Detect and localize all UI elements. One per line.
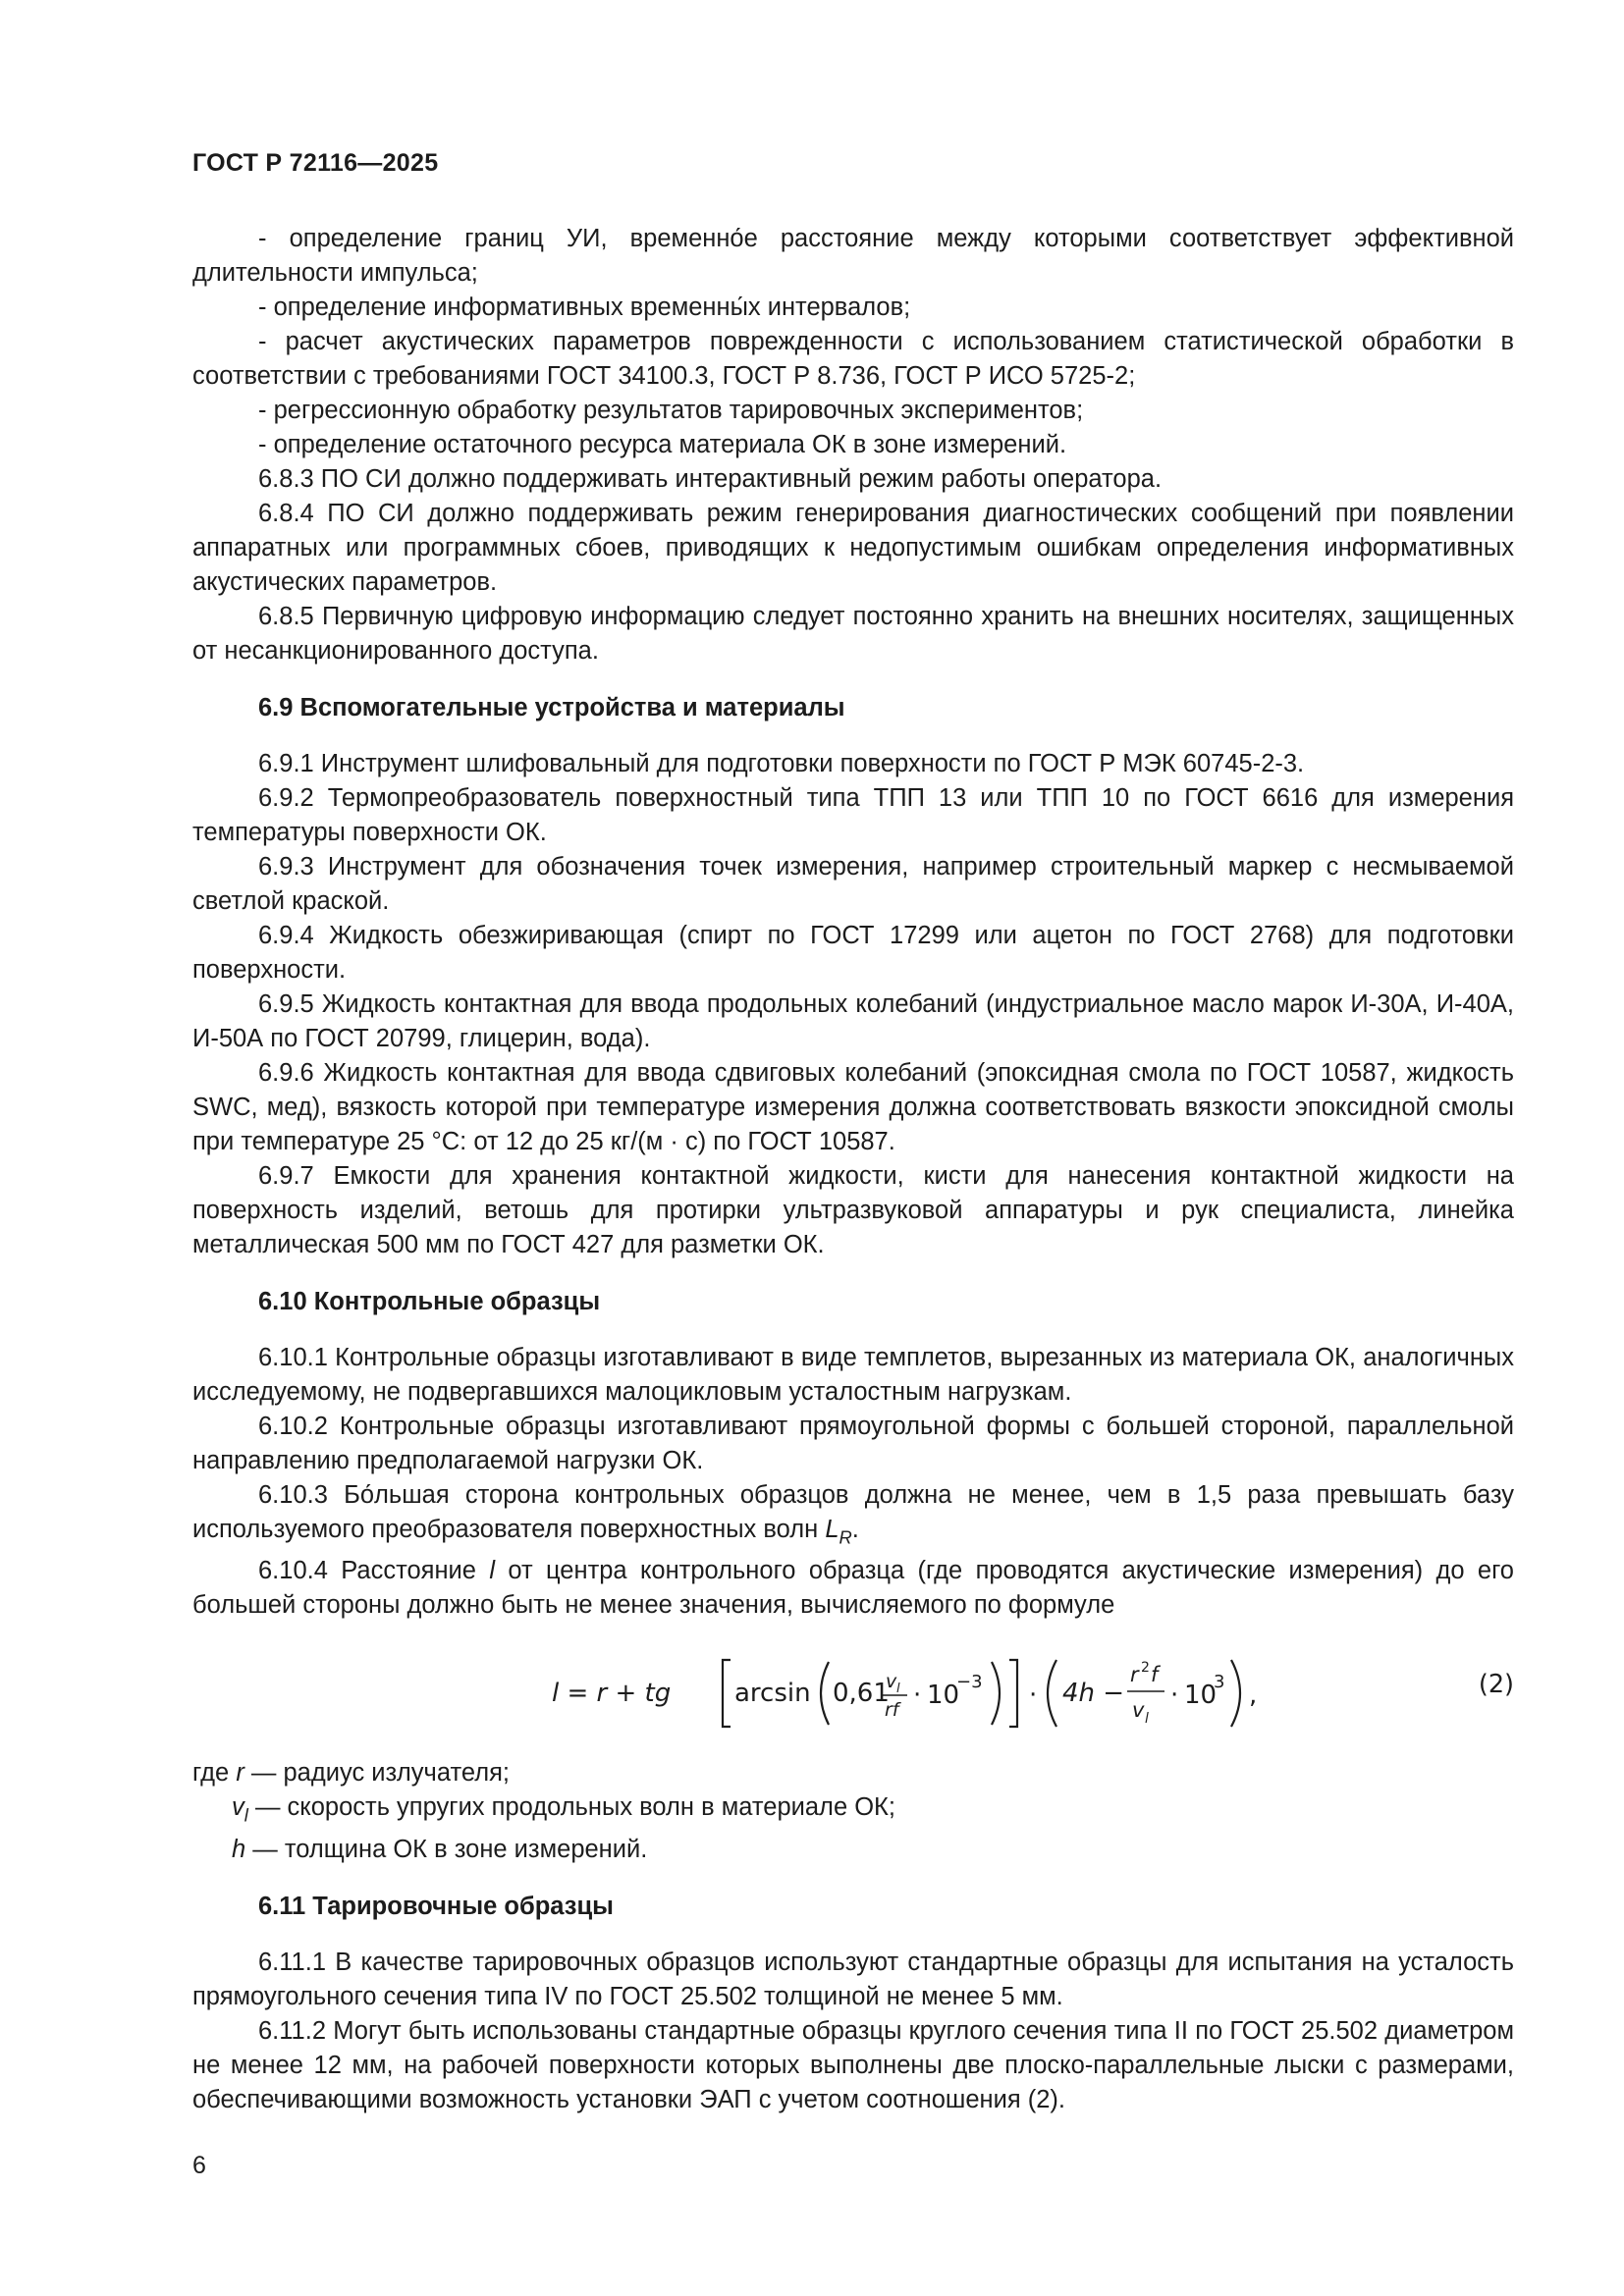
legend-text: — толщина ОК в зоне измерений. [252,1835,648,1863]
legend-row [192,1833,1514,1867]
dot-3: · [1170,1681,1179,1711]
legend-text: — радиус излучателя; [250,1759,510,1788]
power2-base: 10 [1184,1681,1218,1711]
formula-4h: 4h − [1062,1679,1125,1709]
symbol-l: l [489,1557,495,1585]
frac1-numerator-sub: l [896,1682,900,1697]
clause-6-8-5: 6.8.5 Первичную цифровую информацию следует постоянно хранить на внешних носителях, защищенных от несанкционированного доступа. [192,603,1514,665]
clause-6-9-2: 6.9.2 Термопреобразователь поверхностный типа ТПП 13 или ТПП 10 по ГОСТ 6616 для измерения температуры поверхности ОК. [192,784,1514,846]
legend-symbol: h [232,1835,246,1863]
frac2-numerator: r [1130,1663,1139,1687]
clause-6-10-2: 6.10.2 Контрольные образцы изготавливают прямоугольной формы с большей стороной, параллельной направлению предполагаемой нагрузки ОК. [192,1413,1514,1474]
clause-end: . [851,1516,859,1543]
clause-6-10-1: 6.10.1 Контрольные образцы изготавливают в виде темплетов, вырезанных из материала ОК, аналогичных исследуемому, не подвергавшихся малоцикловым усталостным нагрузкам. [192,1344,1514,1406]
left-paren [821,1662,829,1725]
clause-6-11-2: 6.11.2 Могут быть использованы стандартные образцы круглого сечения типа II по ГОСТ 25.502 диаметром не менее 12 мм, на рабочей поверхности которых выполнены две плоско-параллельные лыски с размерами, обеспечивающими возможность установки ЭАП с учетом соотношения (2). [192,2016,1514,2113]
section-heading-6-9: 6.9 Вспомогательные устройства и материалы [258,694,845,721]
formula-coef: 0,61 [833,1679,890,1709]
equation-number: (2) [1478,1670,1514,1700]
clause-6-9-6: 6.9.6 Жидкость контактная для ввода сдвиговых колебаний (эпоксидная смола по ГОСТ 10587, жидкость SWC, мед), вязкость которой при температуре измерения должна соответствовать вязкости эпоксидной смолы при температуре 25 °С: от 12 до 25 кг/(м · с) по ГОСТ 10587. [192,1059,1514,1155]
clause-text: от центра контрольного образца (где проводятся акустические измерения) до его большей стороны должно быть не менее значения, вычисляемого по формуле [192,1557,1514,1620]
clause-6-9-5: 6.9.5 Жидкость контактная для ввода продольных колебаний (индустриальное масло марок И-30А, И-40А, И-50А по ГОСТ 20799, глицерин, вода). [192,990,1514,1052]
right-square-bracket [1009,1660,1017,1727]
clause-text: 6.10.3 Бо́льшая сторона контрольных образцов должна не менее, чем в 1,5 раза превышать базу используемого преобразователя поверхностных волн [192,1481,1514,1543]
legend-text: — скорость упругих продольных волн в материале ОК; [254,1793,895,1822]
page-content [192,222,1514,2117]
right-paren [992,1662,1000,1725]
legend-where: где [192,1759,230,1788]
page-number: 6 [192,2152,206,2179]
formula-arcsin: arcsin [734,1679,811,1709]
legend-row [192,1790,1514,1832]
right-paren-2 [1231,1660,1240,1727]
section-heading-6-11: 6.11 Тарировочные образцы [258,1892,614,1920]
formula-2 [192,1630,1514,1746]
list-item: - определение границ УИ, временно́е расстояние между которыми соответствует эффективной длительности импульса; [192,225,1514,287]
left-paren-2 [1048,1660,1056,1727]
section-heading-6-10: 6.10 Контрольные образцы [258,1288,601,1315]
power2-exponent: 3 [1214,1672,1225,1693]
power1-base: 10 [927,1681,960,1711]
clause-6-9-4: 6.9.4 Жидкость обезжиривающая (спирт по ГОСТ 17299 или ацетон по ГОСТ 2768) для подготовки поверхности. [192,922,1514,984]
legend-row [192,1756,1514,1790]
symbol-L: L [825,1516,839,1543]
legend-symbol: r [236,1759,244,1788]
legend-symbol: v [232,1793,244,1822]
list-item: - расчет акустических параметров поврежденности с использованием статистической обработки в соответствии с требованиями ГОСТ 34100.3, ГОСТ Р 8.736, ГОСТ Р ИСО 5725-2; [192,328,1514,390]
frac1-numerator: v [886,1671,897,1693]
document-code: ГОСТ Р 72116—2025 [192,149,439,177]
frac2-numerator-f: f [1151,1663,1159,1687]
clause-6-9-1: 6.9.1 Инструмент шлифовальный для подготовки поверхности по ГОСТ Р МЭК 60745-2-3. [258,750,1305,777]
clause-6-9-7: 6.9.7 Емкости для хранения контактной жидкости, кисти для нанесения контактной жидкости на поверхность изделий, ветошь для протирки ультразвуковой аппаратуры и рук специалиста, линейка металлическая 500 мм по ГОСТ 427 для разметки ОК. [192,1162,1514,1258]
frac2-denominator-sub: l [1145,1711,1149,1728]
formula-graphic [192,1630,1514,1746]
list-item: - определение информативных временны́х интервалов; [258,294,911,321]
legend-subscript: l [244,1804,248,1826]
dot-1: · [913,1681,922,1711]
dot-2: · [1029,1681,1038,1711]
power1-exponent: −3 [956,1672,983,1693]
frac2-denominator: v [1132,1698,1145,1723]
formula-legend [192,1756,1514,1866]
clause-6-8-4: 6.8.4 ПО СИ должно поддерживать режим генерирования диагностических сообщений при появлении аппаратных или программных сбоев, приводящих к недопустимым ошибкам определения информативных акустических параметров. [192,500,1514,596]
clause-6-11-1: 6.11.1 В качестве тарировочных образцов используют стандартные образцы для испытания на усталость прямоугольного сечения типа IV по ГОСТ 25.502 толщиной не менее 5 мм. [192,1948,1514,2010]
clause-6-10-3 [192,1478,1514,1554]
subscript-R: R [839,1526,852,1548]
formula-lhs: l = r + tg [552,1679,672,1709]
list-item: - регрессионную обработку результатов тарировочных экспериментов; [258,397,1084,424]
clause-6-8-3: 6.8.3 ПО СИ должно поддерживать интерактивный режим работы оператора. [258,465,1163,493]
frac2-numerator-exp: 2 [1141,1660,1150,1677]
clause-text: 6.10.4 Расстояние [258,1557,476,1585]
formula-comma: , [1249,1681,1258,1711]
clause-6-9-3: 6.9.3 Инструмент для обозначения точек измерения, например строительный маркер с несмываемой светлой краской. [192,853,1514,915]
clause-6-10-4 [192,1554,1514,1623]
list-item: - определение остаточного ресурса материала ОК в зоне измерений. [258,431,1067,458]
frac1-denominator: rf [885,1699,899,1722]
left-square-bracket [723,1660,731,1727]
